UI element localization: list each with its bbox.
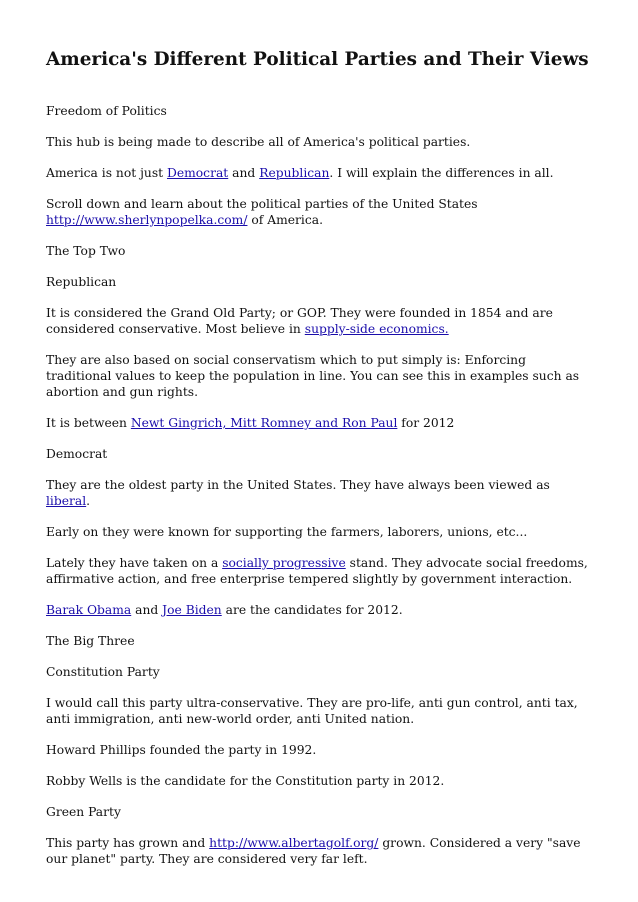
heading-top-two: The Top Two [46, 244, 126, 258]
text-segment: It is between [46, 416, 131, 430]
heading-republican: Republican [46, 275, 117, 289]
supply-side-economics-link[interactable]: supply-side economics. [304, 322, 449, 336]
barak-obama-link[interactable]: Barak Obama [46, 603, 132, 617]
text-segment: of America. [247, 213, 323, 227]
joe-biden-link[interactable]: Joe Biden [162, 603, 222, 617]
text-segment: This party has grown and [46, 836, 210, 850]
republican-link[interactable]: Republican [259, 166, 330, 180]
paragraph-social-conservatism: They are also based on social conservatism which to put simply is: Enforcing traditional values to keep the population in line. You can see this in examples such as abortion and gun rights. [46, 353, 580, 399]
page-title: America's Different Political Parties and Their Views [46, 49, 589, 70]
paragraph-freedom-of-politics: Freedom of Politics [46, 104, 167, 118]
liberal-link[interactable]: liberal [46, 494, 87, 508]
text-segment: It is considered the Grand Old Party; or GOP. They were founded in 1854 and are considered conservative. Most believe in [46, 306, 553, 336]
text-segment: Scroll down and learn about the political parties of the United States [46, 197, 478, 211]
text-segment: . I will explain the differences in all. [329, 166, 554, 180]
paragraph-scroll-down [46, 196, 592, 228]
text-segment: America is not just [46, 166, 167, 180]
heading-constitution-party: Constitution Party [46, 665, 160, 679]
heading-democrat: Democrat [46, 447, 108, 461]
paragraph-ultra-conservative: I would call this party ultra-conservative. They are pro-life, anti gun control, anti tax, anti immigration, anti new-world order, anti United nation. [46, 696, 578, 726]
heading-big-three: The Big Three [46, 634, 135, 648]
paragraph-intro: This hub is being made to describe all of America's political parties. [46, 135, 471, 149]
paragraph-democrat-candidates [46, 602, 592, 618]
sherlynpopelka-link[interactable]: http://www.sherlynpopelka.com/ [46, 213, 248, 227]
paragraph-socially-progressive [46, 555, 592, 587]
paragraph-early-on: Early on they were known for supporting the farmers, laborers, unions, etc... [46, 525, 528, 539]
democrat-link[interactable]: Democrat [166, 166, 229, 180]
heading-green-party: Green Party [46, 805, 121, 819]
paragraph-democrat-republican [46, 165, 592, 181]
paragraph-republican-candidates [46, 415, 592, 431]
text-segment: and [131, 603, 163, 617]
text-segment: stand. They advocate social freedoms, affirmative action, and free enterprise tempered slightly by government interaction. [46, 556, 588, 586]
text-segment: They are the oldest party in the United States. They have always been viewed as [46, 478, 550, 492]
text-segment: grown. Considered a very "save our planet" party. They are considered very far left. [46, 836, 581, 866]
text-segment: are the candidates for 2012. [221, 603, 403, 617]
paragraph-oldest-party [46, 477, 592, 509]
text-segment: . [86, 494, 91, 508]
text-segment: and [228, 166, 260, 180]
republican-candidates-link[interactable]: Newt Gingrich, Mitt Romney and Ron Paul [130, 416, 398, 430]
text-segment: for 2012 [397, 416, 455, 430]
paragraph-robby-wells: Robby Wells is the candidate for the Constitution party in 2012. [46, 774, 445, 788]
socially-progressive-link[interactable]: socially progressive [222, 556, 346, 570]
paragraph-howard-phillips: Howard Phillips founded the party in 1992. [46, 743, 317, 757]
text-segment: Lately they have taken on a [46, 556, 223, 570]
paragraph-gop [46, 305, 592, 337]
albertagolf-link[interactable]: http://www.albertagolf.org/ [209, 836, 379, 850]
paragraph-green-party [46, 835, 592, 867]
